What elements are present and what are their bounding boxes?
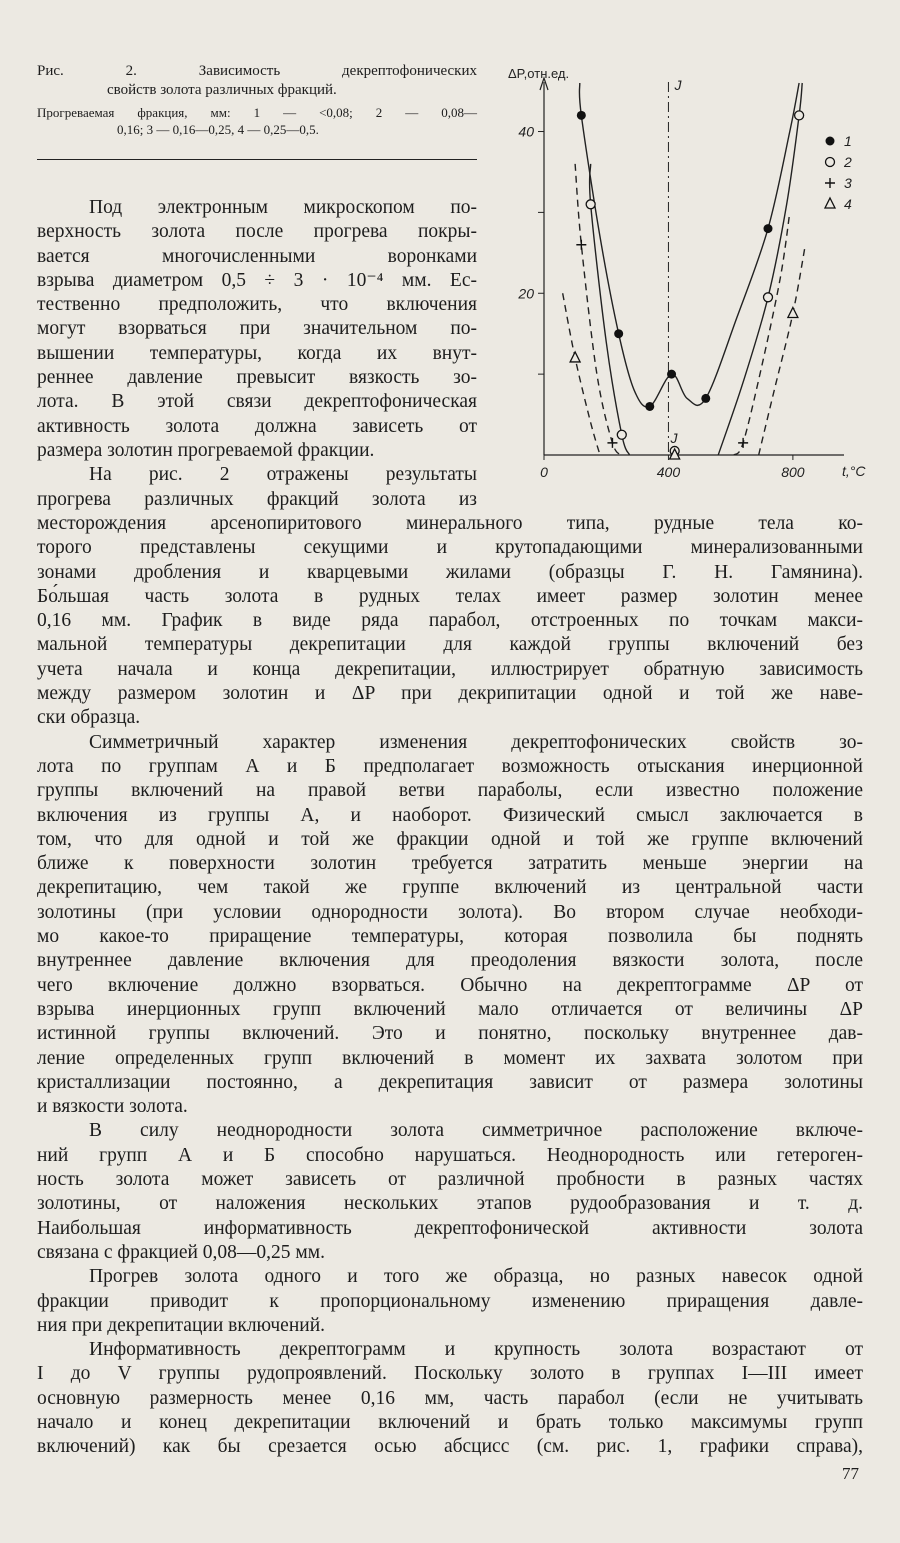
decrepitation-chart [500,60,880,490]
narrow-text-column [37,196,477,512]
narrow-text-line: вышении температуры, когда их внут- [37,342,477,364]
legend-label-2: 2 [844,154,852,170]
body-text-line: группы включений на правой ветви параболы, если известно положение [37,780,863,802]
body-text-line: том, что для одной и той же фракции одной и той же группе включений [37,828,863,850]
body-text-line: Информативность декрептограмм и крупность золота возрастают от [89,1339,863,1361]
series-3-point [607,438,617,448]
narrow-text-line: тественно предположить, что включения [37,294,477,316]
legend-marker-1 [826,137,835,146]
body-text-line: торого представлены секущими и крутопадающими минерализованными [37,537,863,559]
body-text-line: Наибольшая информативность декрептофонической активности золота [37,1217,863,1239]
x-tick-label: 0 [540,464,548,480]
figure-caption [37,62,477,138]
caption-legend-line2: 0,16; 3 — 0,16—0,25, 4 — 0,25—0,5. [117,122,319,137]
series-1-curve [579,83,799,407]
legend-marker-4 [825,198,835,208]
body-text-line: истинной группы включений. Это и понятно, поскольку внутреннее дав- [37,1023,863,1045]
wide-text-column [37,512,863,1460]
narrow-text-line: верхность золота после прогрева покры- [37,221,477,243]
narrow-text-line: размера золотин прогреваемой фракции. [37,439,375,461]
legend-label-1: 1 [844,133,852,149]
series-1-point [764,224,773,233]
series-1-point [667,370,676,379]
y-axis-label: ΔP,отн.ед. [508,66,570,81]
caption-divider [37,159,477,160]
y-tick-label: 20 [518,285,534,302]
series-1-point [577,111,586,120]
body-text-line: мальной температуры декрепитации для каждой группы включений без [37,634,863,656]
body-text-line: ность золота может зависеть от различной пробности в разных частях [37,1169,863,1191]
caption-legend-line1: Прогреваемая фракция, мм: 1 — <0,08; 2 — 0,08— [37,105,477,120]
series-2-point [764,293,773,302]
vertical-marker-label-lower: J [670,430,678,446]
body-text-line: кристаллизации постоянно, а декрепитация зависит от размера золотины [37,1071,863,1093]
legend-label-4: 4 [844,196,852,212]
series-3-point [738,438,748,448]
chart-svg [500,60,880,490]
body-text-line: месторождения арсенопиритового минерального типа, рудные тела ко- [37,513,863,534]
body-text-line: учета начала и конца декрепитации, иллюстрирует обратную зависимость [37,658,863,680]
vertical-marker-label: J [674,77,682,93]
body-text-line: 0,16 мм. График в виде ряда парабол, отстроенных по точкам макси- [37,610,863,632]
narrow-text-line: реннее давление превысит вязкость зо- [37,367,477,389]
x-tick-label: 800 [781,464,805,480]
legend-marker-2 [826,158,835,167]
page-number: 77 [842,1464,859,1483]
narrow-text-line: прогрева различных фракций золота из [37,488,477,510]
narrow-text-line: активность золота должна зависеть от [37,415,477,437]
legend-marker-3 [825,178,835,188]
body-text-line: взрыва инерционных групп включений мало отличается от величины ΔP [37,998,863,1020]
series-4-point [570,352,580,362]
body-text-line: основную размерность менее 0,16 мм, часть парабол (если не учитывать [37,1387,863,1409]
narrow-text-line: взрыва диаметром 0,5 ÷ 3 · 10⁻⁴ мм. Ес- [37,269,477,291]
series-4-point [788,307,798,317]
body-text-line: ния при декрепитации включений. [37,1314,326,1336]
body-text-line: и вязкости золота. [37,1096,188,1118]
x-tick-label: 400 [656,464,681,480]
legend-label-3: 3 [844,175,852,191]
body-text-line: включений) как бы срезается осью абсцисс (см. рис. 1, графики справа), [37,1436,863,1458]
body-text-line: фракции приводит к пропорциональному изменению приращения давле- [37,1290,863,1312]
series-1-point [701,394,710,403]
x-axis-label: t,°C [842,463,866,479]
body-text-line: ски образца. [37,707,141,729]
body-text-line: В силу неоднородности золота симметричное расположение включе- [89,1120,863,1142]
body-text-line: Бо́льшая часть золота в рудных телах имеет размер золотин менее [37,585,863,607]
body-text-line: начало и конец декрепитации включений и брать только максимумы групп [37,1411,863,1433]
narrow-text-line: могут взорваться при значительном по- [37,318,477,340]
body-text-line: ближе к поверхности золотин требуется затратить меньше энергии на [37,853,863,875]
body-text-line: ний групп А и Б способно нарушаться. Неоднородность или гетероген- [37,1144,863,1166]
body-text-line: включения из группы А, и наоборот. Физический смысл заключается в [37,804,863,826]
body-text-line: Симметричный характер изменения декрептофонических свойств зо- [89,731,863,753]
narrow-text-line: лота. В этой связи декрептофоническая [37,391,477,413]
y-tick-label: 40 [518,123,534,140]
narrow-text-line: Под электронным микроскопом по- [89,197,477,218]
body-text-line: чего включение должно взорваться. Обычно на декрептограмме ΔP от [37,974,863,996]
caption-title-line2: свойств золота различных фракций. [107,82,337,98]
series-1-point [645,402,654,411]
series-3-point [576,240,586,250]
caption-title-line1: Рис. 2. Зависимость декрептофонических [37,63,477,79]
body-text-line: лота по группам А и Б предполагает возможность отыскания инерционной [37,755,863,777]
body-text-line: зонами дробления и кварцевыми жилами (образцы Г. Н. Гамянина). [37,561,863,583]
narrow-text-line: На рис. 2 отражены результаты [89,464,477,486]
body-text-line: декрепитацию, чем такой же группе включений из центральной части [37,877,863,899]
body-text-line: I до V группы рудопроявлений. Поскольку золото в группах I—III имеет [37,1363,863,1385]
series-2-point [795,111,804,120]
series-2-curve [718,83,802,455]
body-text-line: ление определенных групп включений в момент их захвата золотом при [37,1047,863,1069]
body-text-line: золотины, от наложения нескольких этапов рудообразования и т. д. [37,1193,863,1215]
body-text-line: внутреннее давление включения для преодоления вязкости золота, после [37,950,863,972]
series-3-curve [575,164,622,455]
body-text-line: мо какое-то приращение температуры, которая позволила бы поднять [37,926,863,948]
series-2-point [586,200,595,209]
series-4-curve [563,293,600,455]
body-text-line: золотины (при условии однородности золота). Во втором случае необходи- [37,901,863,923]
body-text-line: связана с фракцией 0,08—0,25 мм. [37,1241,325,1263]
series-2-point [617,430,626,439]
narrow-text-line: вается многочисленными воронками [37,245,477,267]
series-1-point [614,329,623,338]
body-text-line: между размером золотин и ΔP при декрипитации одной и той же наве- [37,683,863,705]
body-text-line: Прогрев золота одного и того же образца, но разных навесок одной [89,1266,863,1288]
